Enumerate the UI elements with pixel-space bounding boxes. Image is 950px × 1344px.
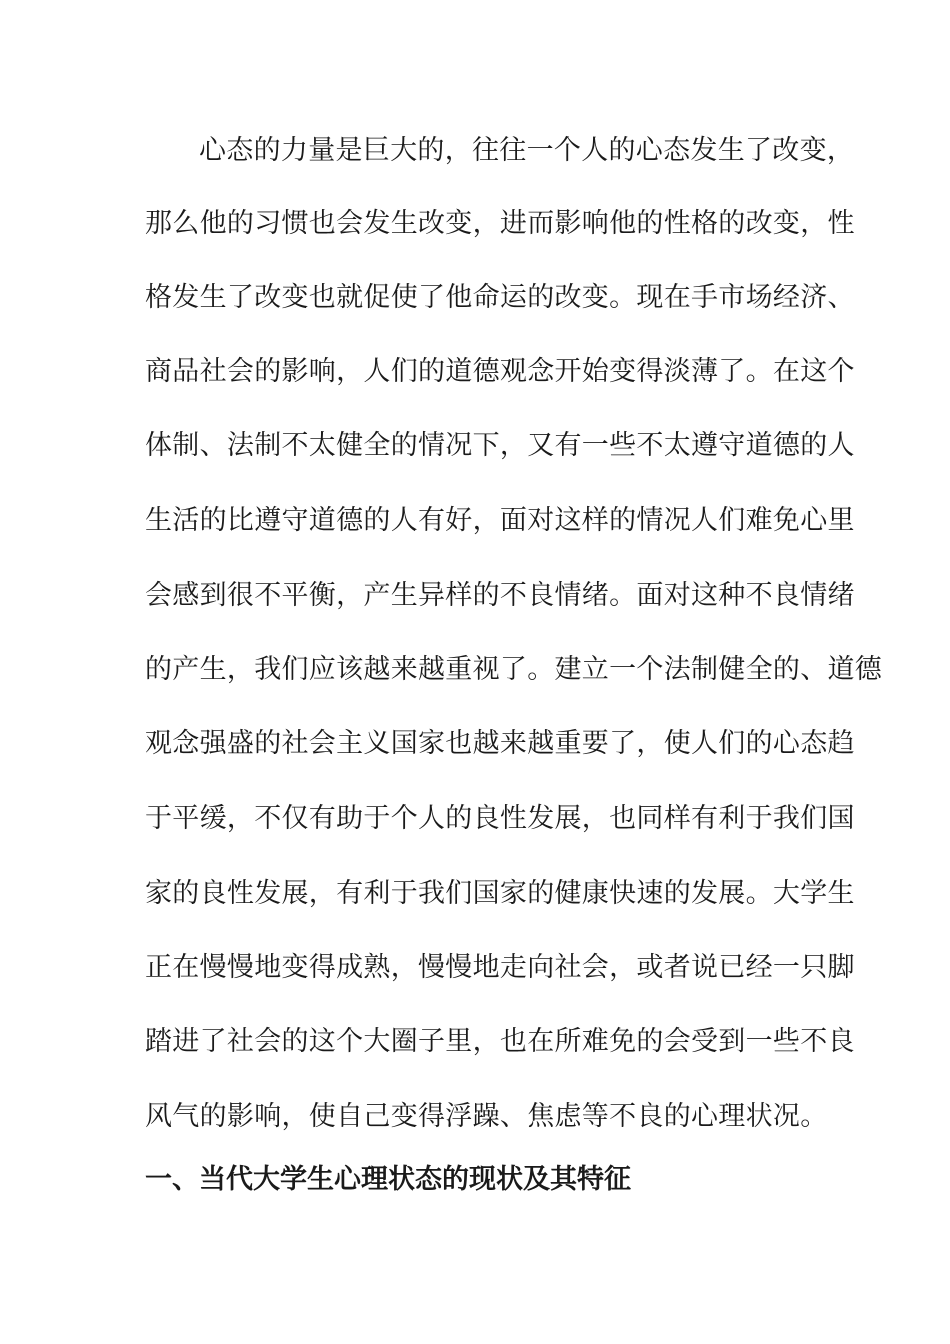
paragraph-line: 于平缓，不仅有助于个人的良性发展，也同样有利于我们国	[145, 803, 855, 834]
paragraph-line: 那么他的习惯也会发生改变，进而影响他的性格的改变，性	[145, 208, 855, 239]
paragraph-line: 踏进了社会的这个大圈子里，也在所难免的会受到一些不良	[145, 1026, 855, 1057]
paragraph-line: 会感到很不平衡，产生异样的不良情绪。面对这种不良情绪	[145, 580, 855, 611]
paragraph-line: 体制、法制不太健全的情况下，又有一些不太遵守道德的人	[145, 430, 855, 461]
paragraph-line: 生活的比遵守道德的人有好，面对这样的情况人们难免心里	[145, 505, 855, 536]
paragraph-line: 商品社会的影响，人们的道德观念开始变得淡薄了。在这个	[145, 356, 855, 387]
paragraph-line: 家的良性发展，有利于我们国家的健康快速的发展。大学生	[145, 878, 855, 909]
paragraph-line: 的产生，我们应该越来越重视了。建立一个法制健全的、道德	[145, 654, 883, 685]
paragraph-line: 风气的影响，使自己变得浮躁、焦虑等不良的心理状况。	[145, 1101, 828, 1132]
section-heading: 一、当代大学生心理状态的现状及其特征	[145, 1164, 631, 1195]
paragraph-line: 格发生了改变也就促使了他命运的改变。现在手市场经济、	[145, 282, 855, 313]
paragraph-line: 正在慢慢地变得成熟，慢慢地走向社会，或者说已经一只脚	[145, 952, 855, 983]
paragraph-line: 心态的力量是巨大的，往往一个人的心态发生了改变，	[199, 135, 855, 166]
paragraph-line: 观念强盛的社会主义国家也越来越重要了，使人们的心态趋	[145, 728, 855, 759]
